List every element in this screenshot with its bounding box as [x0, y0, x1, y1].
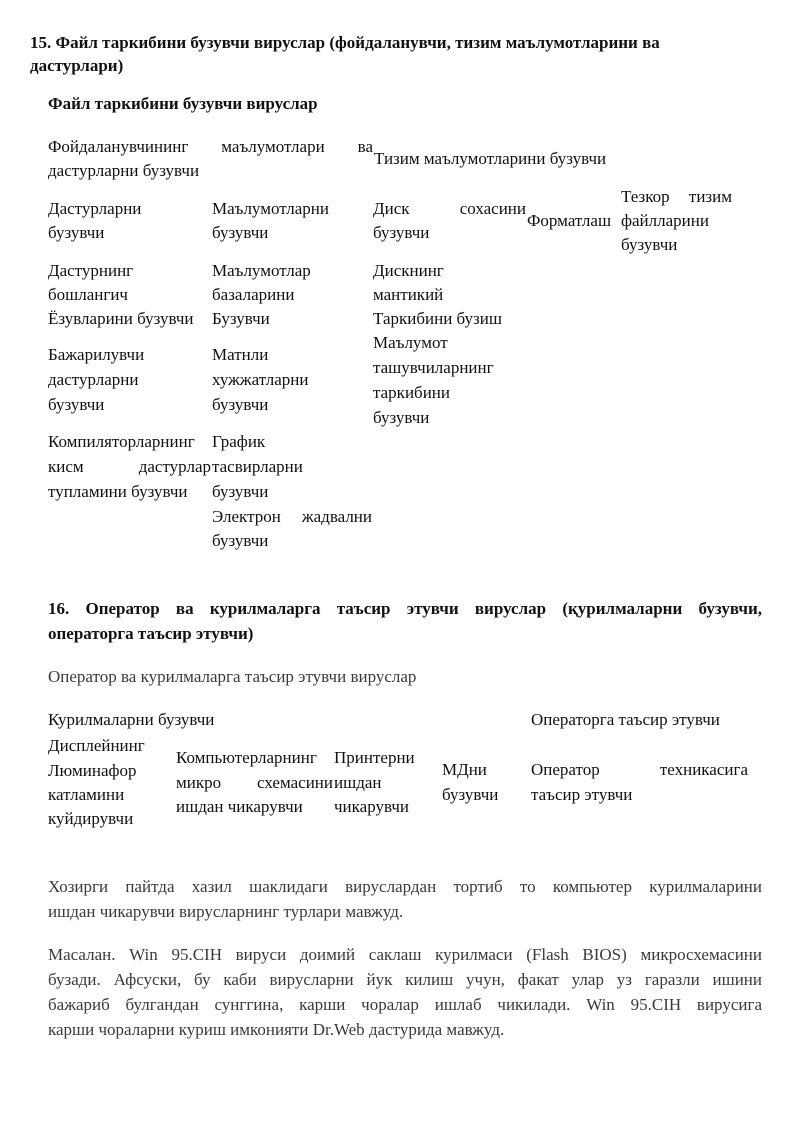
section-15-heading-line-1: 15. Файл таркибини бузувчи вируслар (фойдаланувчи, тизим маълумотларини ва [30, 33, 660, 52]
table-cell: бузувчи [212, 395, 269, 414]
table-cell: ишдан [334, 773, 382, 792]
table-cell: Компиляторларнинг [48, 432, 195, 451]
paragraph-2-line-2: бузади. Афсуски, бу каби вирусларни йук килиш учун, факат улар уз гаразли ишини [48, 970, 762, 989]
table-cell: Дисплейнинг [48, 736, 145, 755]
paragraph-1-line-1: Хозирги пайтда хазил шаклидаги вируслардан тортиб то компьютер курилмаларини [48, 877, 762, 896]
table-cell: бузувчи [212, 482, 269, 501]
paragraph-1-line-2: ишдан чикарувчи вирусларнинг турлари мавжуд. [48, 902, 404, 921]
table-cell: бузувчи [212, 223, 269, 242]
table-cell: бузувчи [373, 223, 430, 242]
table-cell: ташувчиларнинг [373, 358, 494, 377]
table-cell: базаларини [212, 285, 295, 304]
section-16-heading-line-2: операторга таъсир этувчи) [48, 624, 254, 643]
table-cell: микро схемасини [176, 773, 333, 792]
table-cell: таъсир этувчи [531, 785, 633, 804]
table-cell: Компьютерларнинг [176, 748, 317, 767]
table-cell: Электрон жадвални [212, 507, 372, 526]
table-cell: файлларини [621, 211, 709, 230]
table-cell: Дастурнинг [48, 261, 134, 280]
table-cell: Дискнинг [373, 261, 444, 280]
device-damage-header: Курилмаларни бузувчи [48, 710, 215, 729]
table-cell: Дастурларни [48, 199, 142, 218]
user-data-header-line-1: Фойдаланувчининг маълумотлари ва [48, 137, 373, 156]
section-15-heading-line-2: дастурлари) [30, 56, 124, 75]
table-cell: Принтерни [334, 748, 415, 767]
table-cell: бузувчи [48, 395, 105, 414]
table-cell: тасвирларни [212, 457, 303, 476]
table-cell: Бузувчи [212, 309, 270, 328]
table-cell: Таркибини бузиш [373, 309, 502, 328]
user-data-header-line-2: дастурларни бузувчи [48, 161, 200, 180]
table-cell: хужжатларни [212, 370, 309, 389]
paragraph-2-line-1: Масалан. Win 95.CIH вируси доимий саклаш курилмаси (Flash BIOS) микросхемасини [48, 945, 762, 964]
table-cell: бузувчи [48, 223, 105, 242]
table-cell: таркибини [373, 383, 450, 402]
table-cell: Форматлаш [527, 211, 612, 230]
table-cell: бузувчи [373, 408, 430, 427]
table-cell: Люминафор [48, 761, 137, 780]
table-cell: Оператор техникасига [531, 760, 748, 779]
table-cell: Матнли [212, 345, 269, 364]
table-cell: Тезкор тизим [621, 187, 732, 206]
section-16-heading-line-1: 16. Оператор ва курилмаларга таъсир этувчи вируслар (қурилмаларни бузувчи, [48, 599, 762, 618]
table-cell: катламини [48, 785, 125, 804]
table-cell: Бажарилувчи [48, 345, 145, 364]
paragraph-2-line-3: бажариб булгандан сунггина, карши чоралар ишлаб чикилади. Win 95.CIH вирусига [48, 995, 762, 1014]
table-cell: ишдан чикарувчи [176, 797, 303, 816]
section-16-table-title: Оператор ва курилмаларга таъсир этувчи вируслар [48, 667, 417, 686]
table-cell: дастурларни [48, 370, 139, 389]
table-cell: бузувчи [621, 235, 678, 254]
table-cell: куйдирувчи [48, 809, 134, 828]
table-cell: бузувчи [442, 785, 499, 804]
section-15-table-title: Файл таркибини бузувчи вируслар [48, 94, 318, 113]
table-cell: чикарувчи [334, 797, 409, 816]
table-cell: Ёзувларини бузувчи [48, 309, 194, 328]
system-data-header: Тизим маълумотларини бузувчи [374, 149, 607, 168]
table-cell: Маълумотлар [212, 261, 311, 280]
table-cell: бошлангич [48, 285, 128, 304]
paragraph-2-line-4: карши чораларни куриш имконияти Dr.Web дастурида мавжуд. [48, 1020, 505, 1039]
operator-effect-header: Операторга таъсир этувчи [531, 710, 720, 729]
table-cell: Маълумот [373, 333, 448, 352]
table-cell: мантикий [373, 285, 444, 304]
table-cell: Диск сохасини [373, 199, 526, 218]
table-cell: МДни [442, 760, 487, 779]
table-cell: бузувчи [212, 531, 269, 550]
table-cell: кисм дастурлар [48, 457, 211, 476]
table-cell: Маълумотларни [212, 199, 329, 218]
table-cell: График [212, 432, 266, 451]
table-cell: тупламини бузувчи [48, 482, 188, 501]
